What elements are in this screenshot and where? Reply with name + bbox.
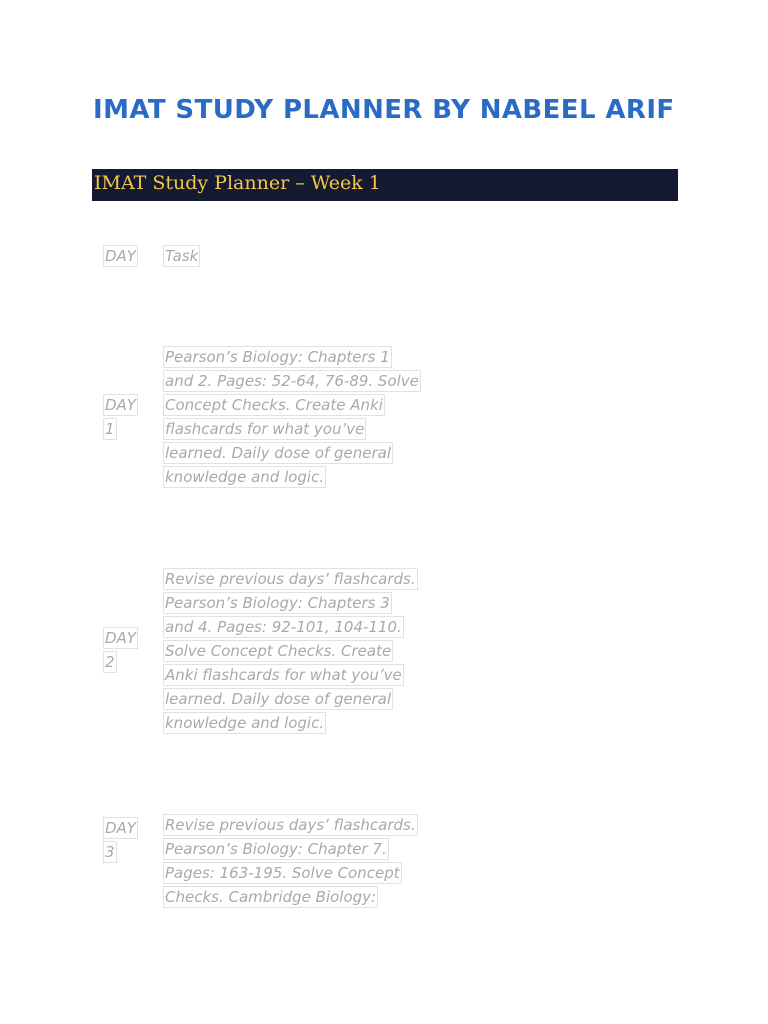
day-label: DAY: [105, 396, 136, 414]
task-line: learned. Daily dose of general: [165, 444, 392, 462]
task-column-header: [163, 245, 463, 269]
task-line: Anki flashcards for what you’ve: [165, 666, 402, 684]
day-1-cell: [103, 394, 147, 442]
week-heading-banner: [92, 169, 678, 201]
task-line: knowledge and logic.: [165, 714, 325, 732]
task-line: Concept Checks. Create Anki: [165, 396, 383, 414]
day-3-task-cell: [163, 814, 463, 910]
task-line: Pearson’s Biology: Chapters 3: [165, 594, 390, 612]
day-3-cell: [103, 817, 147, 865]
task-line: and 2. Pages: 52-64, 76-89. Solve: [165, 372, 419, 390]
task-line: Solve Concept Checks. Create: [165, 642, 392, 660]
task-line: knowledge and logic.: [165, 468, 325, 486]
week-heading: IMAT Study Planner – Week 1: [94, 172, 381, 194]
task-line: Pages: 163-195. Solve Concept: [165, 864, 400, 882]
day-number: 2: [105, 653, 115, 671]
day-number: 1: [105, 420, 115, 438]
task-line: and 4. Pages: 92-101, 104-110.: [165, 618, 402, 636]
task-line: Revise previous days’ flashcards.: [165, 570, 416, 588]
day-2-cell: [103, 627, 147, 675]
task-line: Revise previous days’ flashcards.: [165, 816, 416, 834]
document-title: IMAT STUDY PLANNER BY NABEEL ARIF: [93, 95, 675, 125]
task-line: Pearson’s Biology: Chapters 1: [165, 348, 390, 366]
day-header-text: DAY: [105, 247, 136, 265]
day-number: 3: [105, 843, 115, 861]
day-2-task-cell: [163, 568, 463, 736]
task-line: Pearson’s Biology: Chapter 7.: [165, 840, 387, 858]
day-label: DAY: [105, 819, 136, 837]
task-line: flashcards for what you’ve: [165, 420, 365, 438]
task-line: learned. Daily dose of general: [165, 690, 392, 708]
day-column-header: [103, 245, 147, 269]
task-line: Checks. Cambridge Biology:: [165, 888, 377, 906]
task-header-text: Task: [165, 247, 199, 265]
day-label: DAY: [105, 629, 136, 647]
day-1-task-cell: [163, 346, 463, 490]
